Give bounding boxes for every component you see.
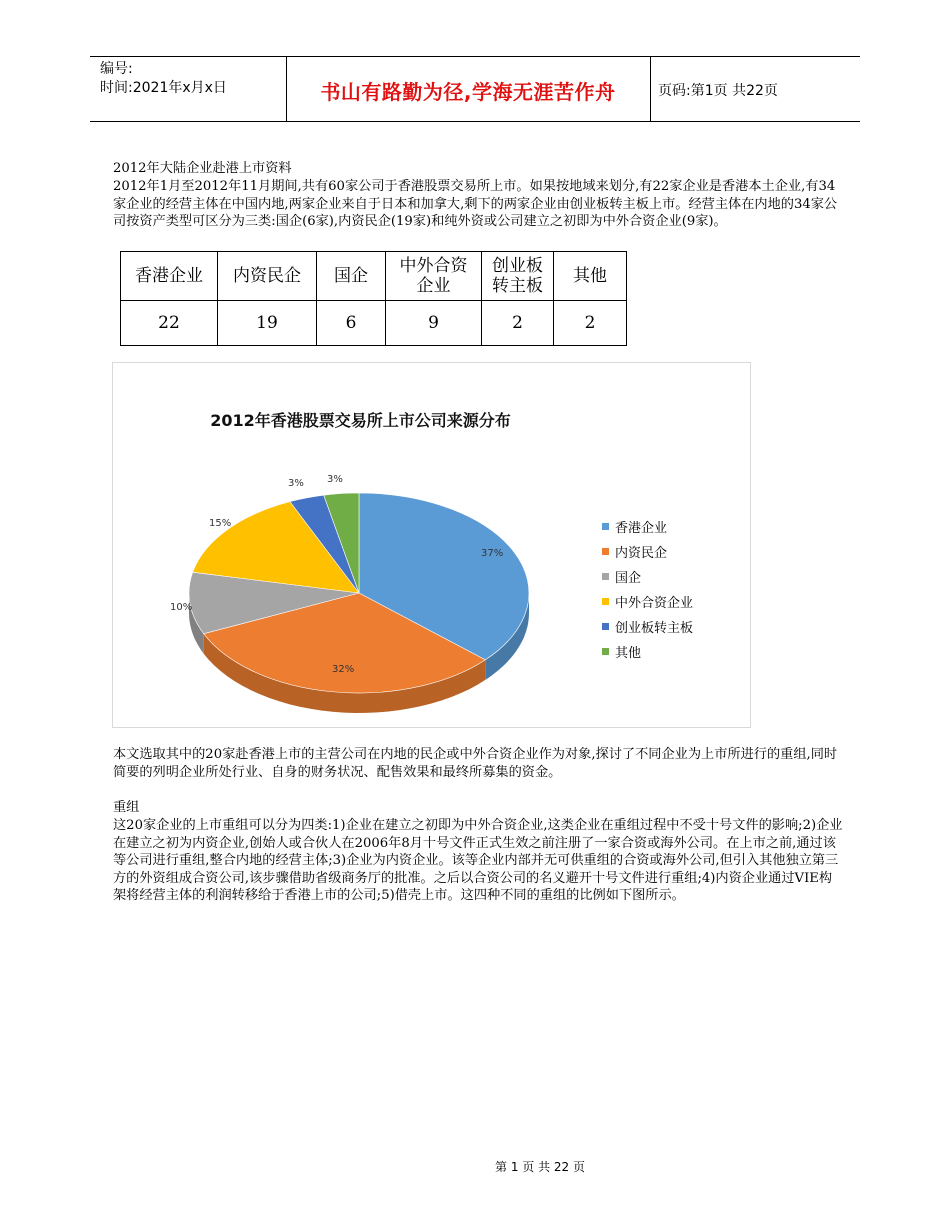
table-cell: 2 — [554, 301, 627, 346]
analysis-paragraph: 本文选取其中的20家赴香港上市的主营公司在内地的民企或中外合资企业作为对象,探讨了不同企业为上市所进行的重组,同时简要的列明企业所处行业、自身的财务状况、配售效果和最终所募集的资金。 — [113, 747, 838, 780]
table-header-cell: 其他 — [554, 252, 627, 301]
table-header-cell: 创业板转主板 — [482, 252, 554, 301]
section-heading: 重组 — [113, 800, 140, 815]
page-footer: 第 1 页 共 22 页 — [495, 1160, 585, 1174]
table-cell: 9 — [386, 301, 482, 346]
legend-item — [602, 589, 693, 614]
legend-swatch — [602, 573, 609, 580]
pie-data-label: 37% — [481, 548, 504, 559]
header-top-rule — [90, 56, 860, 57]
table-cell: 2 — [482, 301, 554, 346]
legend-label: 其他 — [615, 646, 642, 661]
legend-swatch — [602, 648, 609, 655]
time-label: 时间:2021年x月x日 — [100, 80, 227, 96]
legend-item — [602, 614, 693, 639]
document-title: 2012年大陆企业赴港上市资料 — [113, 161, 292, 176]
chart-title: 2012年香港股票交易所上市公司来源分布 — [210, 411, 511, 430]
number-label: 编号: — [100, 61, 133, 77]
legend-label: 国企 — [615, 571, 642, 586]
legend-label: 创业板转主板 — [615, 621, 694, 636]
header-meta — [100, 60, 227, 98]
header-motto: 书山有路勤为径,学海无涯苦作舟 — [320, 80, 616, 104]
legend-label: 内资民企 — [615, 546, 668, 561]
pie-data-label: 10% — [170, 602, 193, 613]
pie-data-label: 15% — [209, 518, 232, 529]
table-cell: 19 — [218, 301, 317, 346]
chart-legend — [602, 514, 693, 664]
legend-label: 中外合资企业 — [615, 596, 694, 611]
table-header-cell: 中外合资企业 — [386, 252, 482, 301]
legend-label: 香港企业 — [615, 521, 668, 536]
table-cell: 22 — [121, 301, 218, 346]
header-page-info: 页码:第1页 共22页 — [658, 83, 778, 99]
table-header-cell: 内资民企 — [218, 252, 317, 301]
table-cell: 6 — [317, 301, 386, 346]
table-header-cell: 香港企业 — [121, 252, 218, 301]
pie-data-label: 3% — [327, 474, 343, 485]
legend-swatch — [602, 598, 609, 605]
header-divider — [286, 56, 287, 121]
legend-swatch — [602, 548, 609, 555]
reorganization-paragraph: 这20家企业的上市重组可以分为四类:1)企业在建立之初即为中外合资企业,这类企业在重组过程中不受十号文件的影响;2)企业在建立之初为内资企业,创始人或合伙人在2006年8月十号文件正式生效之前注册了一家合资或海外公司。在上市之前,通过该等公司进行重组,整合内地的经营主体;3)企业为内资企业。该等企业内部并无可供重组的合资或海外公司,但引入其他独立第三方的外资组成合资公司,该步骤借助省级商务厅的批准。之后以合资公司的名义避开十号文件进行重组;4)内资企业通过VIE构架将经营主体的利润转移给于香港上市的公司;5)借壳上市。这四种不同的重组的比例如下图所示。 — [113, 818, 843, 903]
header-bottom-rule — [90, 121, 860, 122]
pie-chart — [112, 362, 751, 728]
pie-data-label: 32% — [332, 664, 355, 675]
legend-item — [602, 514, 693, 539]
table-header-cell: 国企 — [317, 252, 386, 301]
legend-swatch — [602, 523, 609, 530]
company-count-table — [120, 251, 627, 346]
legend-item — [602, 564, 693, 589]
legend-item — [602, 639, 693, 664]
legend-swatch — [602, 623, 609, 630]
header-divider — [650, 56, 651, 121]
intro-paragraph: 2012年1月至2012年11月期间,共有60家公司于香港股票交易所上市。如果按地域来划分,有22家企业是香港本土企业,有34家企业的经营主体在中国内地,两家企业来自于日本和加拿大,剩下的两家企业由创业板转主板上市。经营主体在内地的34家公司按资产类型可区分为三类:国企(6家),内资民企(19家)和纯外资或公司建立之初即为中外合资企业(9家)。 — [113, 179, 838, 229]
legend-item — [602, 539, 693, 564]
pie-data-label: 3% — [288, 478, 304, 489]
